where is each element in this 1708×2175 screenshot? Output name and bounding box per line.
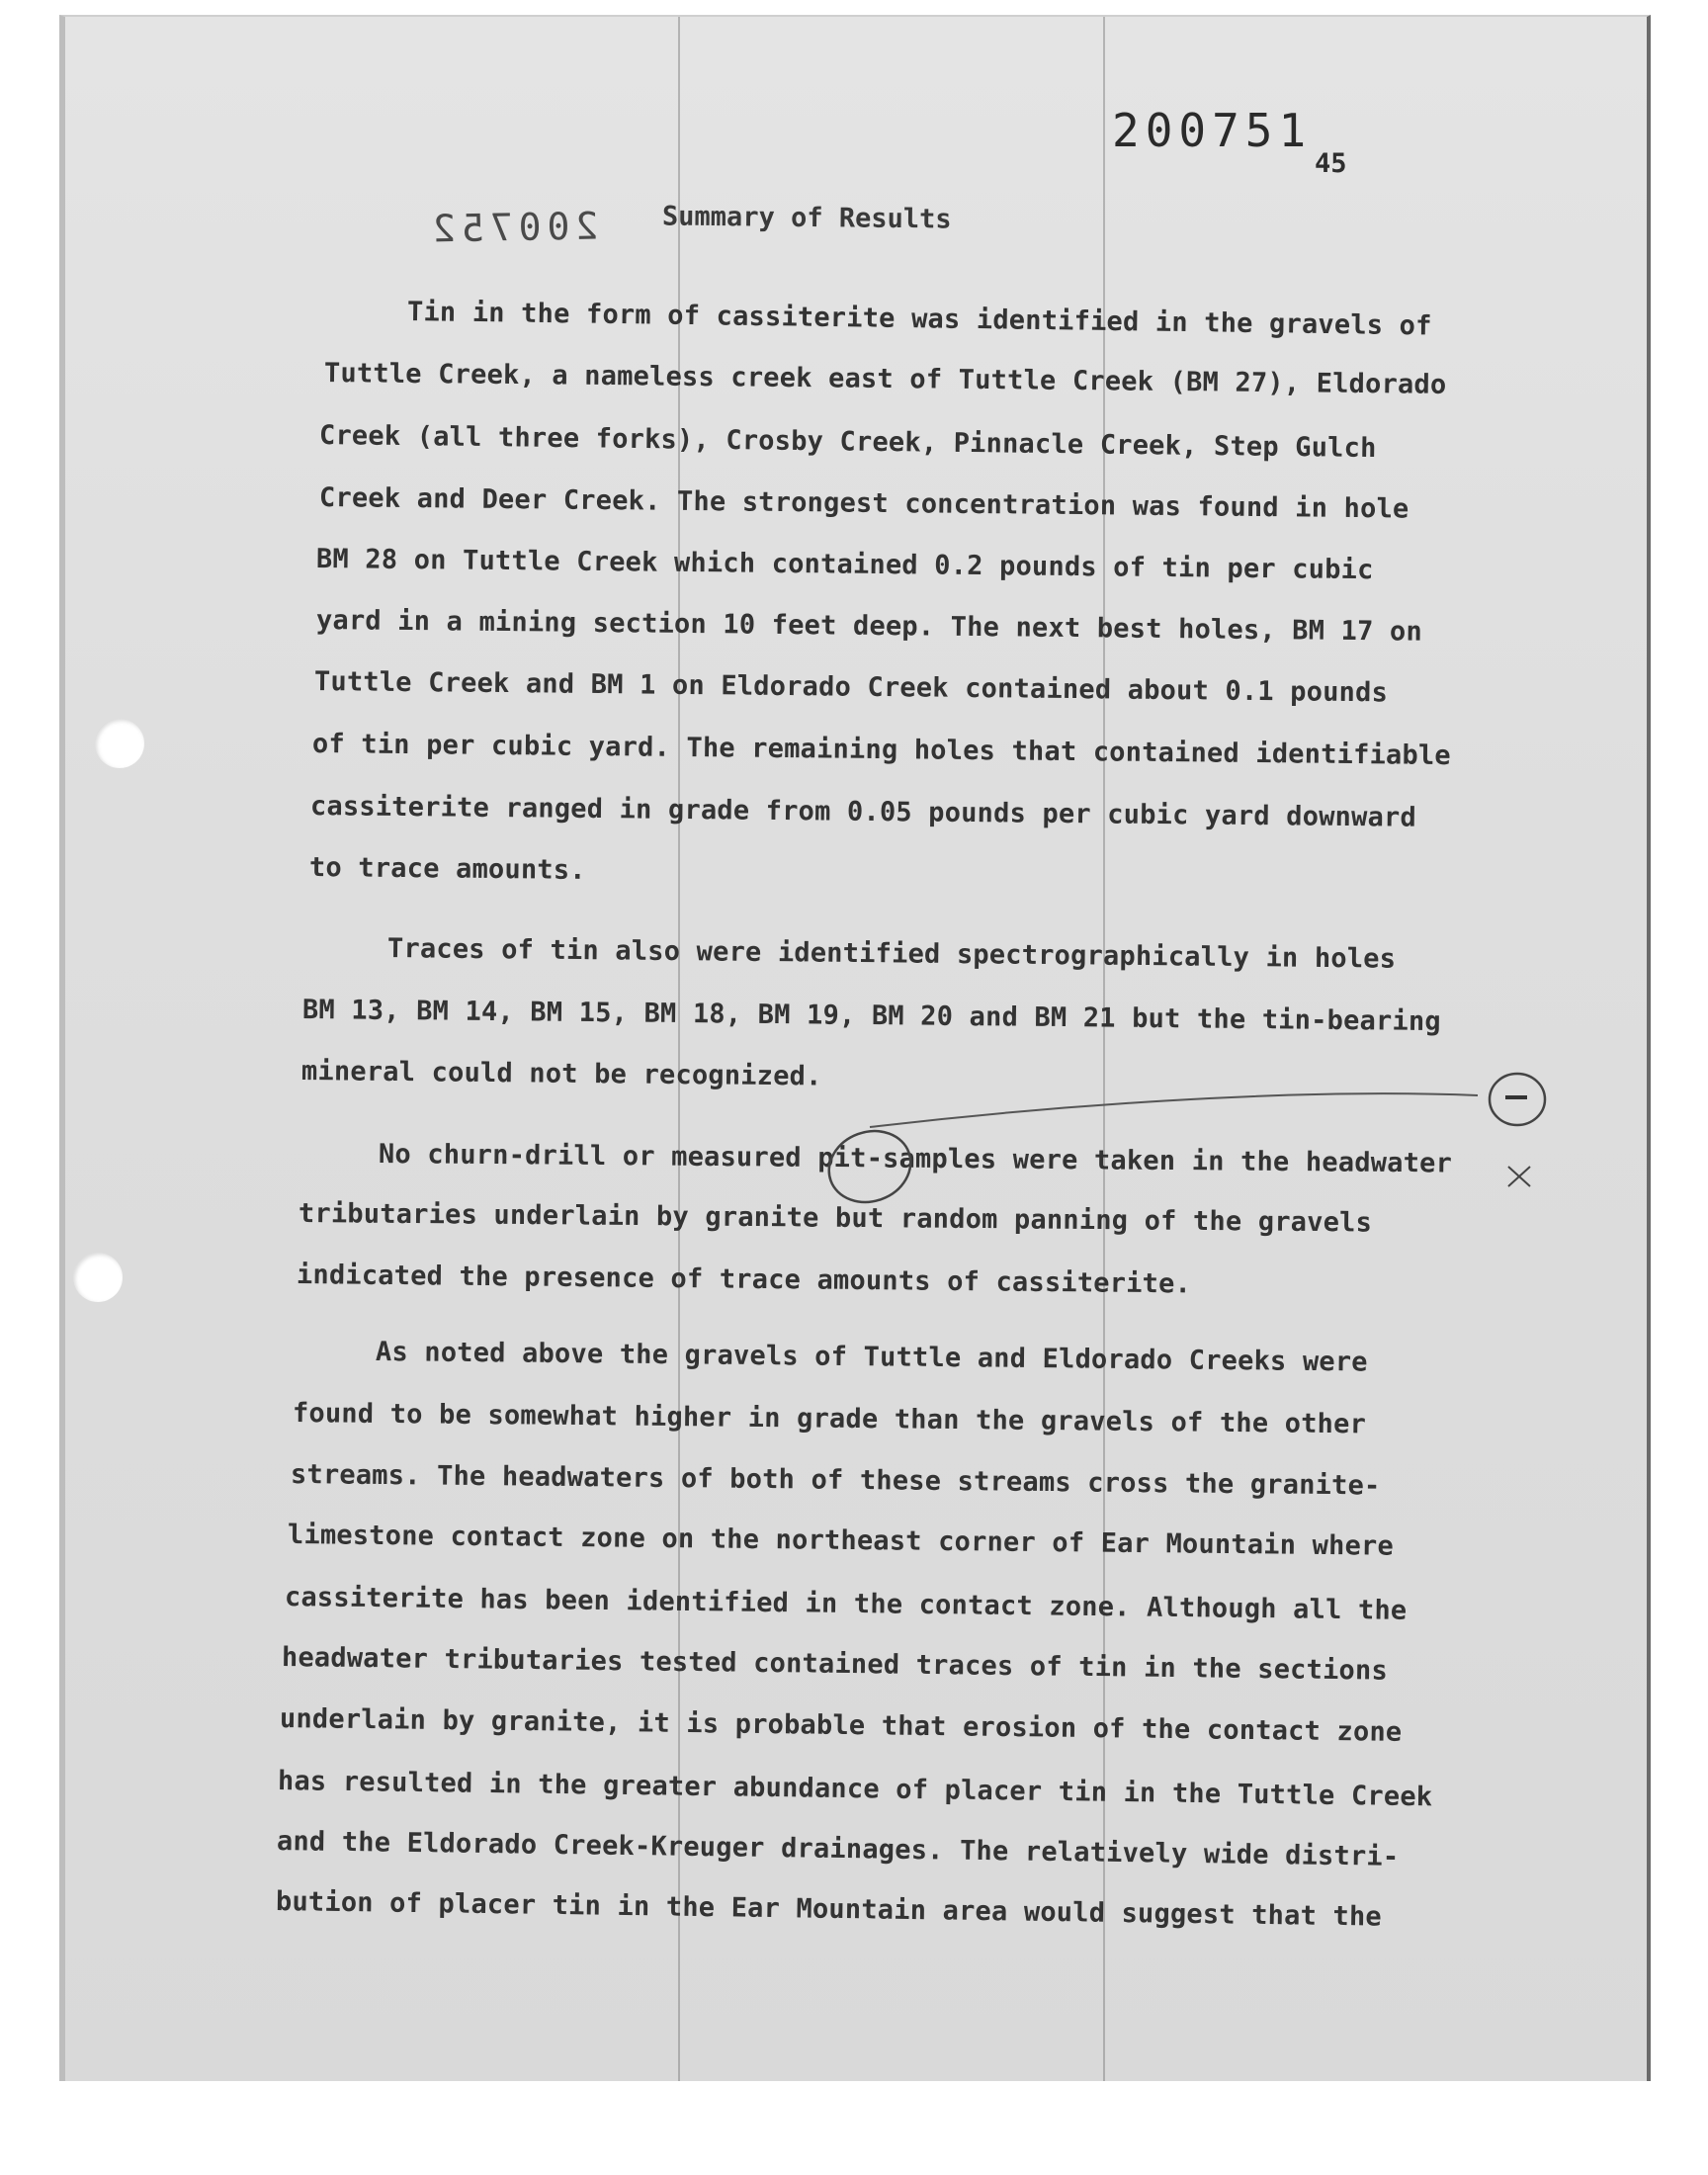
stamp-number-mirrored: 200752 — [426, 204, 599, 251]
text-line: yard in a mining section 10 feet deep. The next best holes, BM 17 on — [315, 605, 1423, 648]
text-line: Creek and Deer Creek. The strongest concentration was found in hole — [318, 482, 1409, 525]
text-line: indicated the presence of trace amounts of cassiterite. — [296, 1260, 1192, 1300]
text-line: underlain by granite, it is probable that erosion of the contact zone — [279, 1703, 1403, 1748]
punch-hole-bottom — [73, 1253, 123, 1302]
text-line: Tuttle Creek and BM 1 on Eldorado Creek contained about 0.1 pounds — [313, 666, 1389, 709]
page-title: Summary of Results — [661, 201, 952, 235]
text-line: to trace amounts. — [308, 852, 586, 886]
text-line: BM 13, BM 14, BM 15, BM 18, BM 19, BM 20 and BM 21 but the tin-bearing — [301, 995, 1441, 1038]
text-line: headwater tributaries tested contained traces of tin in the sections — [281, 1642, 1389, 1687]
text-line: has resulted in the greater abundance of placer tin in the Tuttle Creek — [277, 1766, 1433, 1813]
text-line: tributaries underlain by granite but random panning of the gravels — [298, 1198, 1373, 1239]
text-line: bution of placer tin in the Ear Mountain area would suggest that the — [275, 1886, 1383, 1933]
text-line: BM 28 on Tuttle Creek which contained 0.2 pounds of tin per cubic — [315, 544, 1374, 586]
text-line: Creek (all three forks), Crosby Creek, Pinnacle Creek, Step Gulch — [318, 420, 1377, 465]
text-line: of tin per cubic yard. The remaining holes that contained identifiable — [311, 729, 1451, 772]
text-line: cassiterite has been identified in the contact zone. Although all the — [284, 1582, 1408, 1626]
text-line: cassiterite ranged in grade from 0.05 pounds per cubic yard downward — [309, 791, 1417, 833]
text-line: mineral could not be recognized. — [300, 1056, 822, 1092]
text-line: Tin in the form of cassiterite was identified in the gravels of — [406, 297, 1432, 342]
text-line: streams. The headwaters of both of these streams cross the granite- — [290, 1459, 1381, 1502]
punch-hole-top — [95, 719, 144, 768]
text-line: found to be somewhat higher in grade than the gravels of the other — [292, 1398, 1367, 1440]
page-number: 45 — [1315, 148, 1347, 179]
text-line: Traces of tin also were identified spectrographically in holes — [386, 933, 1397, 975]
text-line: and the Eldorado Creek-Kreuger drainages. The relatively wide distri- — [276, 1826, 1400, 1872]
text-line: limestone contact zone on the northeast corner of Ear Mountain where — [287, 1520, 1395, 1562]
text-line: No churn-drill or measured pit-samples were taken in the headwater — [378, 1139, 1453, 1179]
text-line: As noted above the gravels of Tuttle and Eldorado Creeks were — [375, 1337, 1368, 1378]
stamp-number: 200751 — [1112, 104, 1313, 157]
text-line: Tuttle Creek, a nameless creek east of Tuttle Creek (BM 27), Eldorado — [323, 358, 1447, 400]
